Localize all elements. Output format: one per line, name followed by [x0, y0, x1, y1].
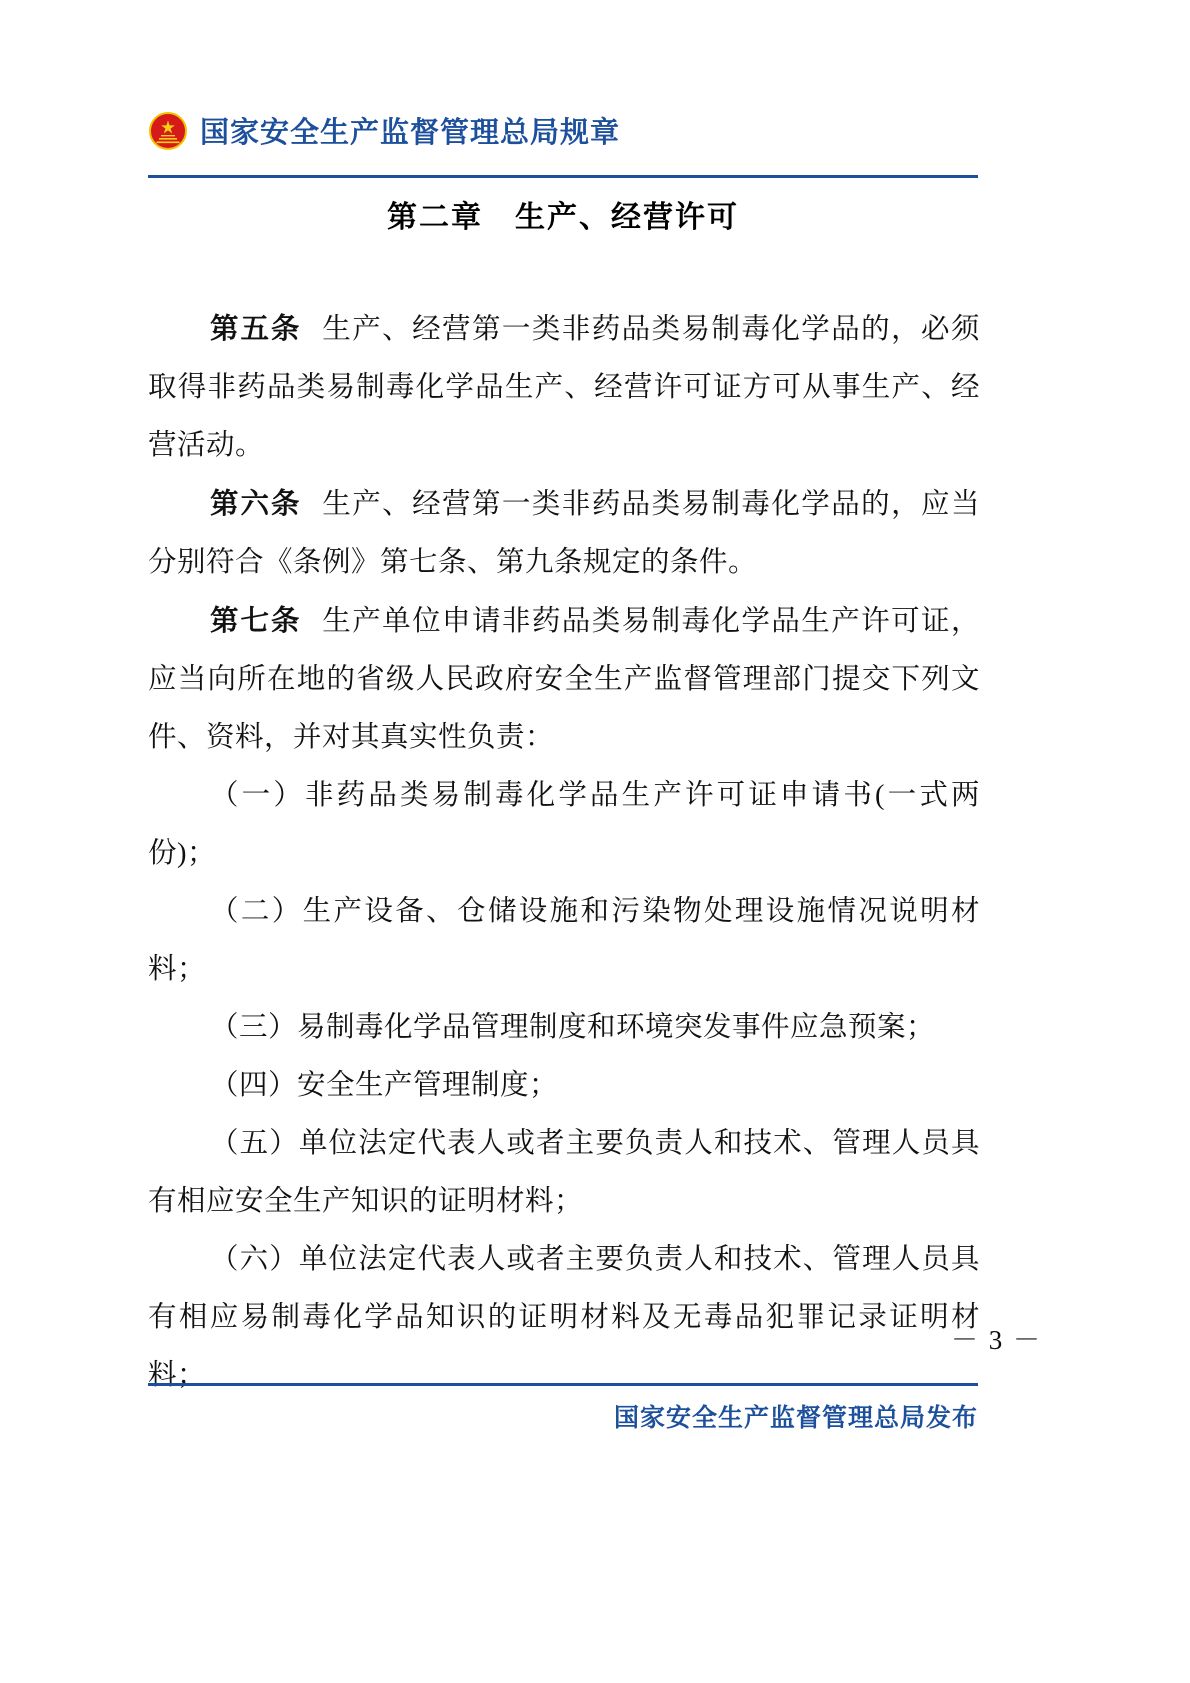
- list-item: （三）易制毒化学品管理制度和环境突发事件应急预案；: [210, 1012, 936, 1043]
- footer-divider: [148, 1383, 978, 1386]
- article-label: 第七条: [210, 605, 302, 637]
- article-text: 生产单位申请非药品类易制毒化学品生产许可证，应当向所在地的省级人民政府安全生产监督管理部门提交下列文件、资料，并对其真实性负责：: [148, 606, 980, 753]
- document-body: [148, 300, 980, 1405]
- article-text: 生产、经营第一类非药品类易制毒化学品的，必须取得非药品类易制毒化学品生产、经营许可证方可从事生产、经营活动。: [148, 314, 980, 461]
- article-paragraph: [148, 475, 980, 592]
- page-number: － 3 －: [951, 1325, 1042, 1355]
- list-item: （一）非药品类易制毒化学品生产许可证申请书(一式两份)；: [148, 780, 980, 869]
- list-item: （六）单位法定代表人或者主要负责人和技术、管理人员具有相应易制毒化学品知识的证明材料及无毒品犯罪记录证明材料；: [148, 1244, 980, 1391]
- footer-issuer: 国家安全生产监督管理总局发布: [613, 1404, 978, 1432]
- article-text: 生产、经营第一类非药品类易制毒化学品的，应当分别符合《条例》第七条、第九条规定的条件。: [148, 489, 980, 578]
- article-paragraph: [148, 592, 980, 767]
- chapter-title: 第二章 生产、经营许可: [387, 201, 739, 234]
- list-item: （五）单位法定代表人或者主要负责人和技术、管理人员具有相应安全生产知识的证明材料；: [148, 1128, 980, 1217]
- header-title: 国家安全生产监督管理总局规章: [200, 117, 621, 149]
- article-paragraph: [148, 300, 980, 475]
- list-item: （二）生产设备、仓储设施和污染物处理设施情况说明材料；: [148, 896, 980, 985]
- header-divider: [148, 175, 978, 178]
- document-header: [148, 110, 978, 151]
- article-label: 第六条: [210, 488, 302, 520]
- list-item: （四）安全生产管理制度；: [210, 1070, 559, 1101]
- national-emblem-icon: [148, 111, 188, 151]
- article-label: 第五条: [210, 313, 302, 345]
